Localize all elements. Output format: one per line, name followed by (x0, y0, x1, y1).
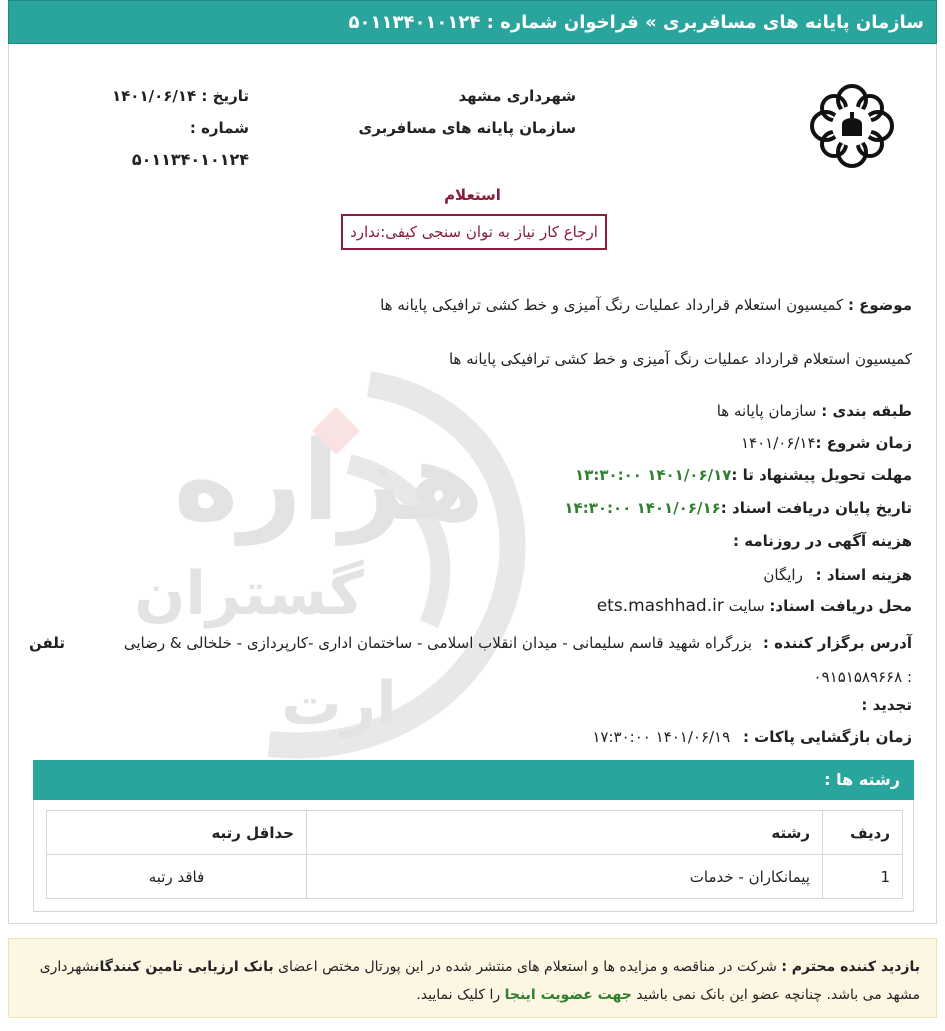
notice-lead: بازدید کننده محترم : (781, 959, 920, 975)
start-value: ۱۴۰۱/۰۶/۱۴ (740, 434, 816, 452)
address-row (29, 626, 912, 694)
municipality-name: شهرداری مشهد (458, 87, 576, 105)
table-row (47, 855, 903, 899)
doc-place-row (597, 596, 912, 616)
doc-end-label: تاریخ پایان دریافت اسناد : (720, 499, 912, 517)
renewal-row (861, 696, 912, 714)
watermark-text-1: هزاره (173, 417, 485, 545)
subject-label: موضوع : (847, 296, 912, 314)
subject-row (380, 296, 912, 314)
address-label: آدرس برگزار کننده : (762, 634, 912, 652)
column-index: ردیف (823, 811, 903, 855)
opening-label: زمان بازگشایی پاکات : (742, 728, 912, 746)
deadline-row (575, 466, 912, 484)
doc-cost-value: رایگان (763, 566, 803, 584)
mashhad-municipality-logo-icon (804, 78, 900, 174)
notice-bank-name: بانک ارزیابی تامین کنندگان (94, 959, 274, 975)
row-index: 1 (823, 855, 903, 899)
doc-place-site-link[interactable]: ets.mashhad.ir (596, 596, 724, 616)
watermark-text-3: ارت (281, 669, 397, 739)
watermark-logo (69, 344, 549, 784)
organization-name: سازمان پایانه های مسافربری (358, 119, 576, 137)
fields-header (33, 760, 914, 800)
date-label: تاریخ : (201, 87, 249, 105)
category-label: طبقه بندی : (821, 402, 912, 420)
start-row (741, 434, 912, 452)
fields-title: رشته ها : (824, 770, 900, 789)
header-title: سازمان پایانه های مسافربری » فراخوان شماره : ۵۰۱۱۳۴۰۱۰۱۲۴ (348, 12, 924, 33)
tender-card (8, 44, 937, 924)
quality-assessment-note: ارجاع کار نیاز به توان سنجی کیفی:ندارد (341, 214, 607, 250)
row-min-rank: فاقد رتبه (47, 855, 307, 899)
membership-link[interactable]: جهت عضویت اینجا (504, 987, 632, 1003)
opening-value: ۱۴۰۱/۰۶/۱۹ ۱۷:۳۰:۰۰ (592, 728, 731, 746)
subject-value: کمیسیون استعلام قرارداد عملیات رنگ آمیزی و خط کشی ترافیکی پایانه ها (380, 296, 844, 314)
category-row (717, 402, 912, 420)
fields-table (46, 810, 903, 899)
address-value: بزرگراه شهید قاسم سلیمانی - میدان انقلاب اسلامی - ساختمان اداری -کارپردازی - خلخالی & رضایی (123, 634, 753, 652)
category-value: سازمان پایانه ها (716, 402, 817, 420)
ad-cost-row (733, 532, 912, 550)
deadline-label: مهلت تحویل پیشنهاد تا : (731, 466, 912, 484)
start-label: زمان شروع : (815, 434, 912, 452)
number-label: شماره : (189, 119, 249, 137)
notice-text-3: را کلیک نمایید. (416, 987, 501, 1003)
column-min-rank: حداقل رتبه (47, 811, 307, 855)
row-field: پیمانکاران - خدمات (307, 855, 823, 899)
fields-table-header (47, 811, 903, 855)
phone-value: : ۰۹۱۵۱۵۸۹۶۶۸ (813, 668, 912, 686)
deadline-value: ۱۴۰۱/۰۶/۱۷ ۱۳:۳۰:۰۰ (575, 466, 732, 484)
phone-label: تلفن (29, 634, 66, 652)
column-field: رشته (307, 811, 823, 855)
notice-text-2: شهرداری مشهد می باشد. چنانچه عضو این بانک نمی باشید (39, 959, 920, 1003)
date-value: ۱۴۰۱/۰۶/۱۴ (111, 87, 197, 105)
renewal-label: تجدید : (861, 696, 912, 714)
page-header (8, 0, 937, 44)
doc-cost-label: هزینه اسناد : (815, 566, 912, 584)
tender-meta (39, 80, 249, 176)
organization-block (336, 80, 576, 144)
doc-place-label: محل دریافت اسناد: (769, 597, 912, 615)
ad-cost-label: هزینه آگهی در روزنامه : (733, 532, 912, 550)
page (8, 0, 937, 1031)
notice-text-1: شرکت در مناقصه و مزایده ها و استعلام های منتشر شده در این پورتال مختص اعضای (278, 959, 777, 975)
watermark-text-2: گستران (134, 559, 364, 629)
doc-end-row (564, 499, 912, 517)
doc-place-prefix: سایت (728, 597, 765, 615)
inquiry-title: استعلام (444, 186, 501, 204)
fields-panel (33, 800, 914, 912)
doc-cost-row (763, 566, 912, 584)
opening-row (592, 728, 912, 746)
membership-notice (8, 938, 937, 1018)
description-text: کمیسیون استعلام قرارداد عملیات رنگ آمیزی و خط کشی ترافیکی پایانه ها (448, 350, 912, 368)
number-value: ۵۰۱۱۳۴۰۱۰۱۲۴ (131, 150, 249, 169)
doc-end-value: ۱۴۰۱/۰۶/۱۶ ۱۴:۳۰:۰۰ (564, 499, 721, 517)
